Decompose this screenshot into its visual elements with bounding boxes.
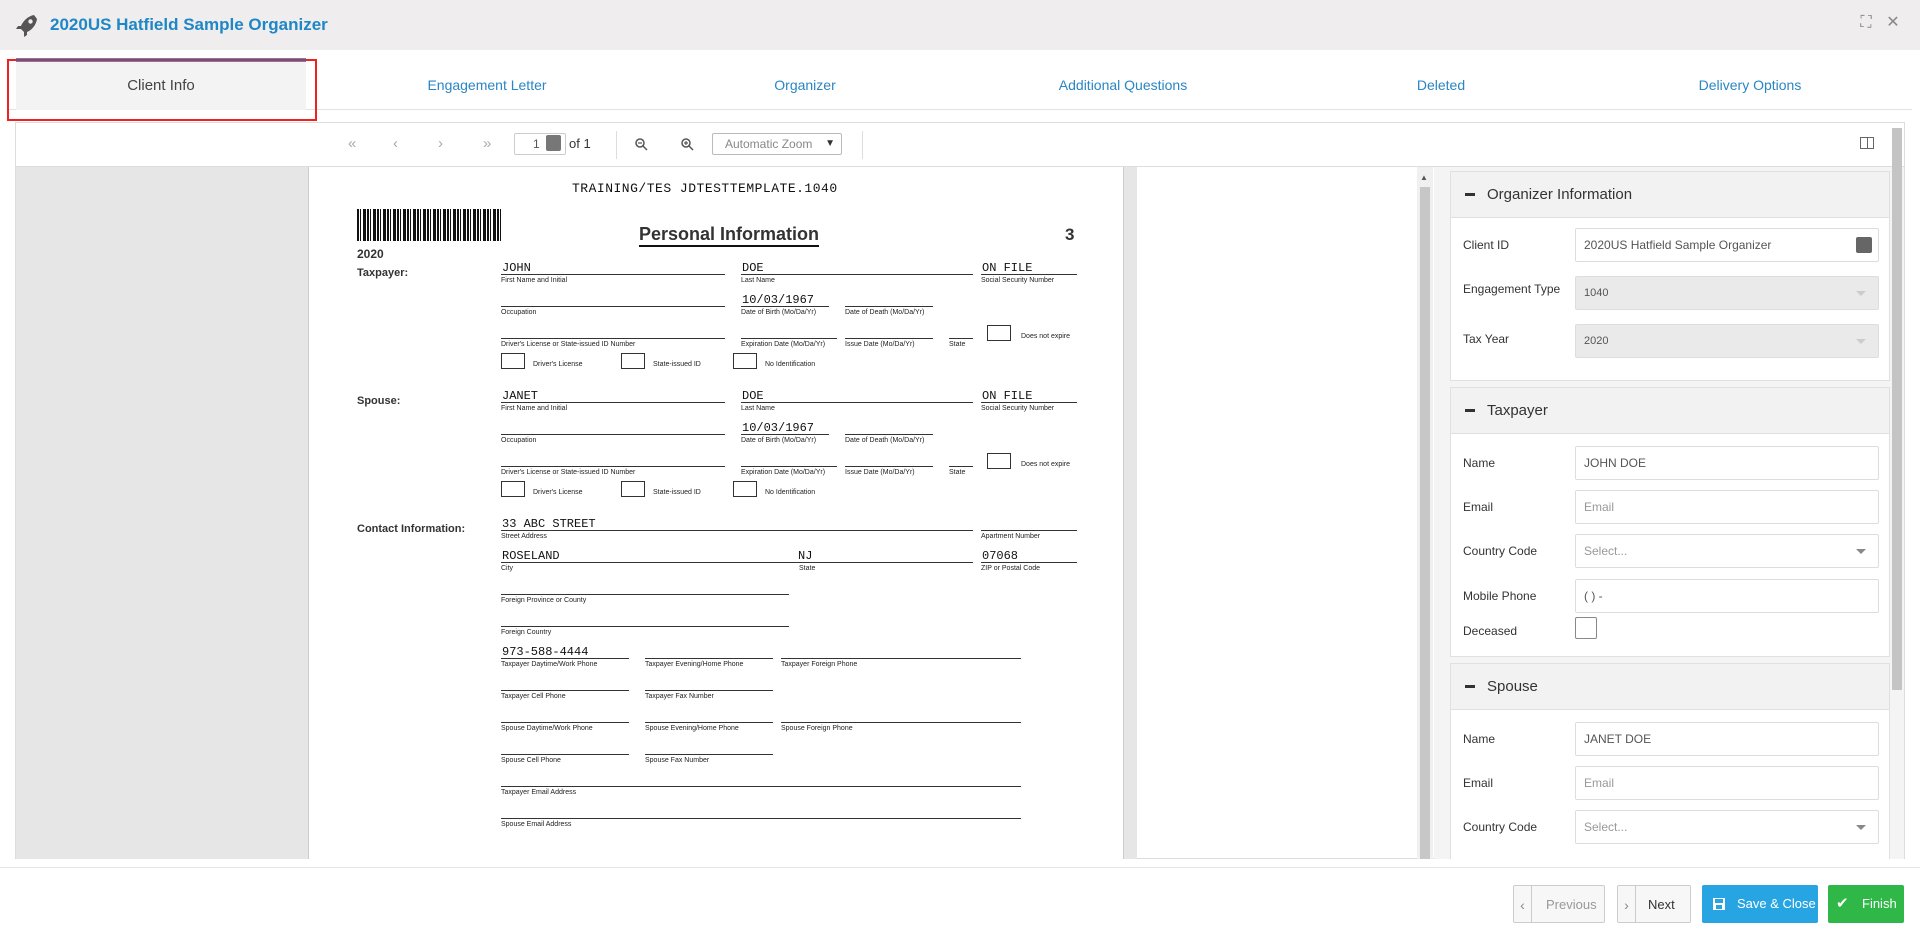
spouse-section [1450, 663, 1890, 859]
spouse-dob[interactable]: 10/03/1967 [741, 421, 829, 435]
taxpayer-state-id-checkbox[interactable] [621, 353, 645, 369]
does-not-expire-label: Does not expire [1021, 333, 1071, 340]
save-close-label: Save & Close [1737, 896, 1816, 911]
deceased-checkbox[interactable] [1575, 617, 1597, 639]
occupation-label: Occupation [501, 437, 537, 444]
engagement-type-select [1575, 276, 1879, 310]
zoom-select-value: Automatic Zoom [725, 137, 813, 151]
last-page-button[interactable]: » [483, 135, 492, 152]
sp-foreign-label: Spouse Foreign Phone [781, 725, 853, 732]
last-name-label: Last Name [741, 405, 775, 412]
panel-scroll-thumb[interactable] [1892, 128, 1902, 690]
panel-scrollbar[interactable] [1890, 122, 1904, 859]
email-label: Email [1463, 500, 1494, 514]
last-name-label: Last Name [741, 277, 775, 284]
spouse-state-id-checkbox[interactable] [621, 481, 645, 497]
street-label: Street Address [501, 533, 547, 540]
spouse-section-label: Spouse: [357, 395, 401, 407]
toolbar-divider [862, 131, 863, 159]
spouse-first-name[interactable]: JANET [501, 389, 725, 403]
spouse-drivers-license-checkbox[interactable] [501, 481, 525, 497]
sp-eve-label: Spouse Evening/Home Phone [645, 725, 739, 732]
client-id-field[interactable] [1575, 228, 1879, 262]
name-label: Name [1463, 732, 1496, 746]
state[interactable]: NJ [797, 549, 973, 563]
chevron-down-icon [1856, 339, 1866, 344]
taxpayer-section-label: Taxpayer: [357, 267, 409, 279]
drivers-license-label: Driver's License [533, 361, 583, 368]
spouse-dod[interactable] [845, 421, 933, 435]
chevron-left-icon: ‹ [1514, 886, 1532, 922]
state-label: State [949, 341, 966, 348]
toolbar-divider [616, 131, 617, 159]
street-address[interactable]: 33 ABC STREET [501, 517, 973, 531]
tax-year-label: Tax Year [1463, 332, 1510, 346]
save-icon [1712, 897, 1726, 911]
section-heading: Spouse [1487, 678, 1538, 695]
pdf-viewer [16, 167, 1137, 859]
exp-date-label: Expiration Date (Mo/Da/Yr) [741, 469, 826, 476]
spouse-country-code-select[interactable] [1575, 810, 1879, 844]
taxpayer-header[interactable] [1451, 388, 1889, 434]
spouse-last-name[interactable]: DOE [741, 389, 973, 403]
issue-date-label: Issue Date (Mo/Da/Yr) [845, 469, 915, 476]
state-id-label: State-issued ID [653, 489, 701, 496]
email-label: Email [1463, 776, 1494, 790]
tab-deleted[interactable]: Deleted [1416, 77, 1466, 93]
taxpayer-does-not-expire-checkbox[interactable] [987, 325, 1011, 341]
state-id-label: State-issued ID [653, 361, 701, 368]
foreign-country[interactable] [501, 613, 789, 627]
spouse-header[interactable] [1451, 664, 1889, 710]
does-not-expire-label: Does not expire [1021, 461, 1071, 468]
viewer-toolbar [16, 123, 1904, 167]
foreign-province-label: Foreign Province or County [501, 597, 587, 604]
form-page [308, 167, 1124, 859]
sp-day-label: Spouse Daytime/Work Phone [501, 725, 593, 732]
taxpayer-fax[interactable] [645, 677, 773, 691]
tp-fax-label: Taxpayer Fax Number [645, 693, 714, 700]
spouse-email-input[interactable]: Email [1575, 766, 1879, 800]
form-title: Personal Information [639, 224, 819, 247]
contact-section-label: Contact Information: [357, 523, 466, 535]
zoom-out-icon[interactable] [634, 137, 648, 151]
spouse-occupation[interactable] [501, 421, 725, 435]
engagement-type-label: Engagement Type [1463, 282, 1561, 296]
spouse-day-phone[interactable] [501, 709, 629, 723]
scroll-up-icon[interactable]: ▲ [1420, 173, 1428, 182]
taxpayer-email-input[interactable]: Email [1575, 490, 1879, 524]
taxpayer-drivers-license-checkbox[interactable] [501, 353, 525, 369]
form-year: 2020 [357, 247, 384, 261]
page-count: of 1 [569, 136, 591, 151]
state-label: State [949, 469, 966, 476]
issue-date-label: Issue Date (Mo/Da/Yr) [845, 341, 915, 348]
country-code-value: Select... [1584, 820, 1628, 834]
taxpayer-dob[interactable]: 10/03/1967 [741, 293, 829, 307]
previous-page-button[interactable]: ‹ [393, 135, 398, 152]
client-info-panel [1434, 167, 1904, 859]
chevron-down-icon: ▼ [825, 138, 835, 149]
foreign-country-label: Foreign Country [501, 629, 552, 636]
tab-organizer[interactable]: Organizer [774, 77, 836, 93]
previous-button[interactable] [1513, 885, 1605, 923]
first-name-label: First Name and Initial [501, 277, 568, 284]
mobile-phone-label: Mobile Phone [1463, 589, 1537, 603]
city-label: City [501, 565, 514, 572]
taxpayer-evening-phone[interactable] [645, 645, 773, 659]
spouse-state[interactable] [949, 453, 973, 467]
chevron-down-icon [1856, 825, 1866, 830]
client-id-value: 2020US Hatfield Sample Organizer [1584, 238, 1772, 252]
sp-email-label: Spouse Email Address [501, 821, 572, 828]
window-title: 2020US Hatfield Sample Organizer [50, 15, 328, 34]
page-number-input[interactable]: 1 [514, 133, 566, 155]
form-header: TRAINING/TES JDTESTTEMPLATE.1040 [572, 181, 838, 196]
spouse-email[interactable] [501, 805, 1021, 819]
spouse-name-input[interactable]: JANET DOE [1575, 722, 1879, 756]
taxpayer-dod[interactable] [845, 293, 933, 307]
next-label: Next [1648, 897, 1675, 912]
no-id-label: No Identification [765, 489, 816, 496]
client-id-label: Client ID [1463, 238, 1510, 252]
spouse-ssn[interactable]: ON FILE [981, 389, 1077, 403]
occupation-label: Occupation [501, 309, 537, 316]
tab-delivery-options[interactable]: Delivery Options [1698, 77, 1802, 93]
taxpayer-first-name[interactable]: JOHN [501, 261, 725, 275]
collapse-icon[interactable] [1465, 409, 1475, 412]
taxpayer-mobile-input[interactable]: ( ) - [1575, 579, 1879, 613]
taxpayer-cell-phone[interactable] [501, 677, 629, 691]
section-heading: Taxpayer [1487, 402, 1548, 419]
dod-label: Date of Death (Mo/Da/Yr) [845, 309, 925, 316]
taxpayer-day-phone[interactable]: 973-588-4444 [501, 645, 629, 659]
calendar-icon[interactable] [1856, 237, 1872, 253]
taxpayer-occupation[interactable] [501, 293, 725, 307]
first-name-label: First Name and Initial [501, 405, 568, 412]
license-label: Driver's License or State-issued ID Number [501, 341, 636, 348]
dob-label: Date of Birth (Mo/Da/Yr) [741, 309, 817, 316]
tp-foreign-label: Taxpayer Foreign Phone [781, 661, 858, 668]
no-id-label: No Identification [765, 361, 816, 368]
taxpayer-email[interactable] [501, 773, 1021, 787]
apartment-label: Apartment Number [981, 533, 1041, 540]
country-code-label: Country Code [1463, 820, 1538, 834]
organizer-information-header[interactable] [1451, 172, 1889, 218]
form-page-number: 3 [1065, 225, 1075, 244]
taxpayer-section [1450, 387, 1890, 657]
taxpayer-ssn[interactable]: ON FILE [981, 261, 1077, 275]
tab-client-info[interactable]: Client Info [16, 58, 306, 110]
spouse-cell-phone[interactable] [501, 741, 629, 755]
tp-email-label: Taxpayer Email Address [501, 789, 577, 796]
chevron-right-icon: › [1618, 886, 1636, 922]
viewer-scroll-thumb[interactable] [1420, 187, 1430, 859]
sp-fax-label: Spouse Fax Number [645, 757, 710, 764]
title-bar [0, 0, 1920, 50]
document-frame [15, 122, 1905, 859]
ssn-label: Social Security Number [981, 277, 1055, 284]
deceased-label: Deceased [1463, 624, 1518, 638]
taxpayer-name-input[interactable]: JOHN DOE [1575, 446, 1879, 480]
spouse-exp-date[interactable] [741, 453, 837, 467]
zoom-select[interactable] [712, 133, 842, 155]
tab-engagement-letter[interactable]: Engagement Letter [427, 77, 547, 93]
ssn-label: Social Security Number [981, 405, 1055, 412]
next-button[interactable] [1617, 885, 1691, 923]
check-icon: ✔ [1836, 895, 1849, 912]
taxpayer-state[interactable] [949, 325, 973, 339]
state-label: State [799, 565, 816, 572]
spouse-does-not-expire-checkbox[interactable] [987, 453, 1011, 469]
tax-year-value: 2020 [1584, 335, 1609, 347]
exp-date-label: Expiration Date (Mo/Da/Yr) [741, 341, 826, 348]
zip[interactable]: 07068 [981, 549, 1077, 563]
calendar-icon [546, 135, 561, 151]
spouse-license[interactable] [501, 453, 725, 467]
close-icon[interactable]: ✕ [1886, 14, 1900, 31]
dod-label: Date of Death (Mo/Da/Yr) [845, 437, 925, 444]
organizer-information-section [1450, 171, 1890, 381]
tp-day-label: Taxpayer Daytime/Work Phone [501, 661, 598, 668]
footer-bar [0, 867, 1920, 937]
country-code-label: Country Code [1463, 544, 1538, 558]
sidebar-toggle-icon[interactable] [1860, 137, 1874, 149]
foreign-province[interactable] [501, 581, 789, 595]
spouse-foreign-phone[interactable] [781, 709, 1021, 723]
city[interactable]: ROSELAND [501, 549, 797, 563]
collapse-icon[interactable] [1465, 193, 1475, 196]
taxpayer-country-code-select[interactable] [1575, 534, 1879, 568]
sp-cell-label: Spouse Cell Phone [501, 757, 561, 764]
name-label: Name [1463, 456, 1496, 470]
tp-eve-label: Taxpayer Evening/Home Phone [645, 661, 744, 668]
tab-bar [8, 58, 1912, 110]
dob-label: Date of Birth (Mo/Da/Yr) [741, 437, 817, 444]
taxpayer-license[interactable] [501, 325, 725, 339]
apartment-number[interactable] [981, 517, 1077, 531]
tab-additional-questions[interactable]: Additional Questions [1058, 77, 1188, 93]
country-code-value: Select... [1584, 544, 1628, 558]
next-page-button[interactable]: › [438, 135, 443, 152]
collapse-icon[interactable] [1465, 685, 1475, 688]
taxpayer-exp-date[interactable] [741, 325, 837, 339]
spouse-issue-date[interactable] [845, 453, 933, 467]
taxpayer-no-id-checkbox[interactable] [733, 353, 757, 369]
spouse-no-id-checkbox[interactable] [733, 481, 757, 497]
drivers-license-label: Driver's License [533, 489, 583, 496]
taxpayer-issue-date[interactable] [845, 325, 933, 339]
chevron-down-icon [1856, 549, 1866, 554]
section-heading: Organizer Information [1487, 186, 1633, 203]
taxpayer-foreign-phone[interactable] [781, 645, 1021, 659]
finish-button[interactable] [1828, 885, 1904, 923]
zoom-in-icon[interactable] [680, 137, 694, 151]
spouse-evening-phone[interactable] [645, 709, 773, 723]
barcode [357, 209, 501, 241]
first-page-button[interactable]: « [348, 135, 357, 152]
license-label: Driver's License or State-issued ID Number [501, 469, 636, 476]
chevron-down-icon [1856, 291, 1866, 296]
finish-label: Finish [1862, 896, 1897, 911]
zip-label: ZIP or Postal Code [981, 565, 1041, 572]
viewer-scrollbar[interactable] [1417, 167, 1433, 859]
maximize-icon[interactable]: ⛶ [1860, 14, 1872, 31]
tax-year-select [1575, 324, 1879, 358]
spouse-fax[interactable] [645, 741, 773, 755]
taxpayer-last-name[interactable]: DOE [741, 261, 973, 275]
rocket-icon [14, 12, 40, 38]
tp-cell-label: Taxpayer Cell Phone [501, 693, 566, 700]
engagement-type-value: 1040 [1584, 287, 1609, 299]
save-close-button[interactable] [1702, 885, 1818, 923]
previous-label: Previous [1546, 897, 1597, 912]
